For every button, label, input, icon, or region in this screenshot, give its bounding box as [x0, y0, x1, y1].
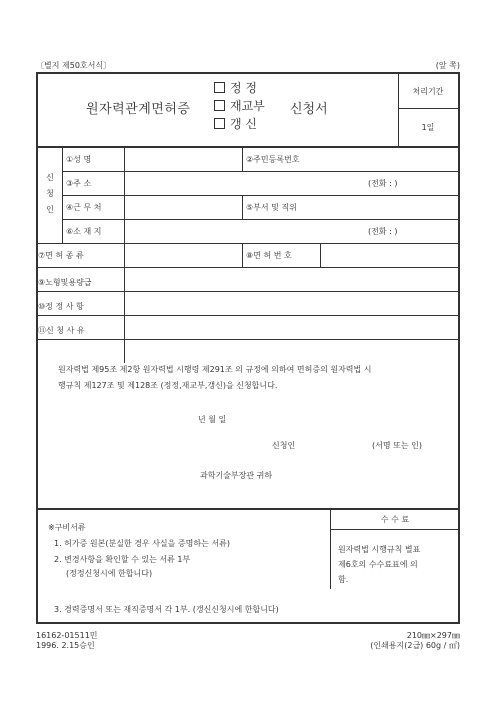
- license-type-label: ⑦면 허 종 류: [38, 251, 84, 260]
- statement-line-2: 행규칙 제127조 및 제128조 (정정,재교부,갱신)을 신청합니다.: [58, 381, 278, 390]
- license-type-field[interactable]: [126, 244, 240, 266]
- license-no-field[interactable]: [322, 244, 458, 266]
- workplace-label: ④근 무 처: [66, 203, 102, 212]
- title-left: 원자력관계면허증: [86, 102, 191, 117]
- fee-title: 수 수 료: [380, 515, 410, 524]
- name-label: ①성 명: [66, 155, 92, 164]
- address-field[interactable]: [126, 172, 356, 194]
- reason-label: ⑪신 청 사 유: [38, 326, 85, 335]
- statement-line-1: 원자력법 제95조 제2항 원자력법 시행령 제291조 의 규정에 의하여 면허증의 원자력법 시: [58, 365, 372, 374]
- phone-2: (전화 : ): [368, 227, 398, 236]
- document-item-1: 1. 허가증 원본(분실한 경우 사실을 증명하는 서류): [54, 539, 230, 548]
- resident-no-label: ②주민등록번호: [246, 155, 300, 164]
- form-number: 〔별지 제50호서식〕: [36, 61, 112, 70]
- correction-field[interactable]: [126, 292, 458, 314]
- reason-field[interactable]: [126, 316, 458, 338]
- location-label: ⑥소 재 지: [66, 227, 102, 236]
- addressee: 과학기술부장관 귀하: [200, 471, 273, 480]
- option-correction: 정 정: [214, 79, 265, 97]
- documents-title: ※구비서류: [48, 523, 86, 532]
- document-item-2: 2. 변경사항을 확인할 수 있는 서류 1부: [54, 555, 191, 564]
- paper-type: (인쇄용지(2급) 60g / ㎡): [370, 641, 460, 650]
- location-field[interactable]: [126, 220, 356, 242]
- document-item-3: 3. 경력증명서 또는 재직증명서 각 1부. (갱신신청시에 한합니다): [54, 605, 279, 614]
- title-right: 신청서: [290, 102, 328, 117]
- applicant-sign-label: 신청인: [272, 441, 296, 450]
- checkbox-icon[interactable]: [214, 118, 225, 129]
- fee-text: 원자력법 시행규칙 별표 제6호의 수수료표에 의 함.: [338, 545, 421, 584]
- title-options: [214, 79, 265, 133]
- workplace-field[interactable]: [126, 196, 240, 218]
- page-side: (앞 쪽): [435, 61, 460, 70]
- phone-1: (전화 : ): [368, 179, 398, 188]
- checkbox-icon[interactable]: [214, 100, 225, 111]
- checkbox-icon[interactable]: [214, 82, 225, 93]
- form-code: 16162-01511민: [36, 631, 98, 640]
- processing-label: 처리기간: [412, 87, 444, 96]
- option-renewal: 갱 신: [214, 115, 265, 133]
- correction-label: ⑩정 정 사 항: [38, 302, 84, 311]
- applicant-sign-field[interactable]: [310, 434, 370, 450]
- license-no-label: ⑧면 허 번 호: [246, 251, 292, 260]
- approval-date: 1996. 2.15승인: [36, 641, 95, 650]
- dept-field[interactable]: [320, 196, 458, 218]
- quantity-field[interactable]: [126, 268, 458, 290]
- dept-label: ⑤부서 및 직위: [246, 203, 297, 212]
- resident-no-field[interactable]: [320, 148, 458, 170]
- name-field[interactable]: [126, 148, 240, 170]
- quantity-label: ⑨노형및용량급: [38, 278, 92, 287]
- applicant-label: 신 청 인: [46, 173, 54, 214]
- option-reissue: 재교부: [214, 97, 265, 115]
- sign-note: (서명 또는 인): [372, 441, 422, 450]
- date-line: 년 월 일: [198, 415, 227, 424]
- document-item-2-note: (정정신청시에 한합니다): [66, 569, 153, 578]
- paper-size: 210㎜×297㎜: [406, 631, 460, 640]
- processing-value: 1일: [421, 123, 435, 132]
- address-label: ③주 소: [66, 179, 92, 188]
